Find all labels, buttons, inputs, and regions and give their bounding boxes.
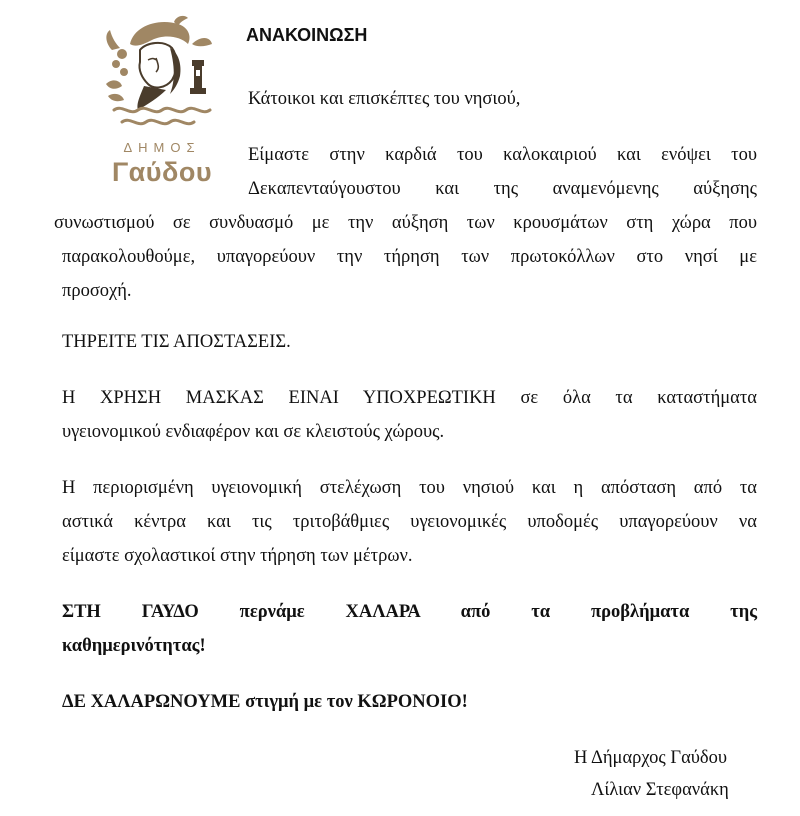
para5-line2: καθημερινότητας! bbox=[62, 636, 206, 656]
para3-line1: Η ΧΡΗΣΗ ΜΑΣΚΑΣ ΕΙΝΑΙ ΥΠΟΧΡΕΩΤΙΚΗ σε όλα τα καταστήματα bbox=[62, 388, 757, 408]
keep-distance-line: ΤΗΡΕΙΤΕ ΤΙΣ ΑΠΟΣΤΑΣΕΙΣ. bbox=[62, 332, 291, 352]
para1-line3: συνωστισμού σε συνδυασμό με την αύξηση των κρουσμάτων στη χώρα που bbox=[54, 213, 757, 233]
para1-line1: Είμαστε στην καρδιά του καλοκαιριού και ενόψει του bbox=[248, 145, 757, 165]
para5-line1: ΣΤΗ ΓΑΥΔΟ περνάμε ΧΑΛΑΡΑ από τα προβλήματα της bbox=[62, 602, 757, 622]
signature-name: Λίλιαν Στεφανάκη bbox=[591, 780, 729, 800]
para4-line1: Η περιορισμένη υγειονομική στελέχωση του νησιού και η απόσταση από τα bbox=[62, 478, 757, 498]
para3-line2: υγειονομικού ενδιαφέρον και σε κλειστούς χώρους. bbox=[62, 422, 445, 442]
municipality-logo bbox=[92, 14, 232, 189]
para6-line: ΔΕ ΧΑΛΑΡΩΝΟΥΜΕ στιγμή με τον ΚΩΡΟΝΟΙΟ! bbox=[62, 692, 468, 712]
para4-line3: είμαστε σχολαστικοί στην τήρηση των μέτρων. bbox=[62, 546, 413, 566]
para1-line2: Δεκαπενταύγουστου και της αναμενόμενης αύξησης bbox=[248, 179, 757, 199]
para1-line5: προσοχή. bbox=[62, 281, 132, 301]
greeting-line: Κάτοικοι και επισκέπτες του νησιού, bbox=[248, 89, 521, 109]
goddess-head-logo-icon bbox=[100, 14, 224, 134]
signature-role: Η Δήμαρχος Γαύδου bbox=[574, 748, 728, 768]
logo-text-dimos: ΔΗΜΟΣ bbox=[123, 140, 201, 155]
para1-line4: παρακολουθούμε, υπαγορεύουν την τήρηση των πρωτοκόλλων στο νησί με bbox=[62, 247, 757, 267]
announcement-title: ΑΝΑΚΟΙΝΩΣΗ bbox=[246, 25, 368, 45]
logo-text-gavdou: Γαύδου bbox=[111, 157, 213, 187]
para4-line2: αστικά κέντρα και τις τριτοβάθμιες υγειονομικές υποδομές υπαγορεύουν να bbox=[62, 512, 757, 532]
